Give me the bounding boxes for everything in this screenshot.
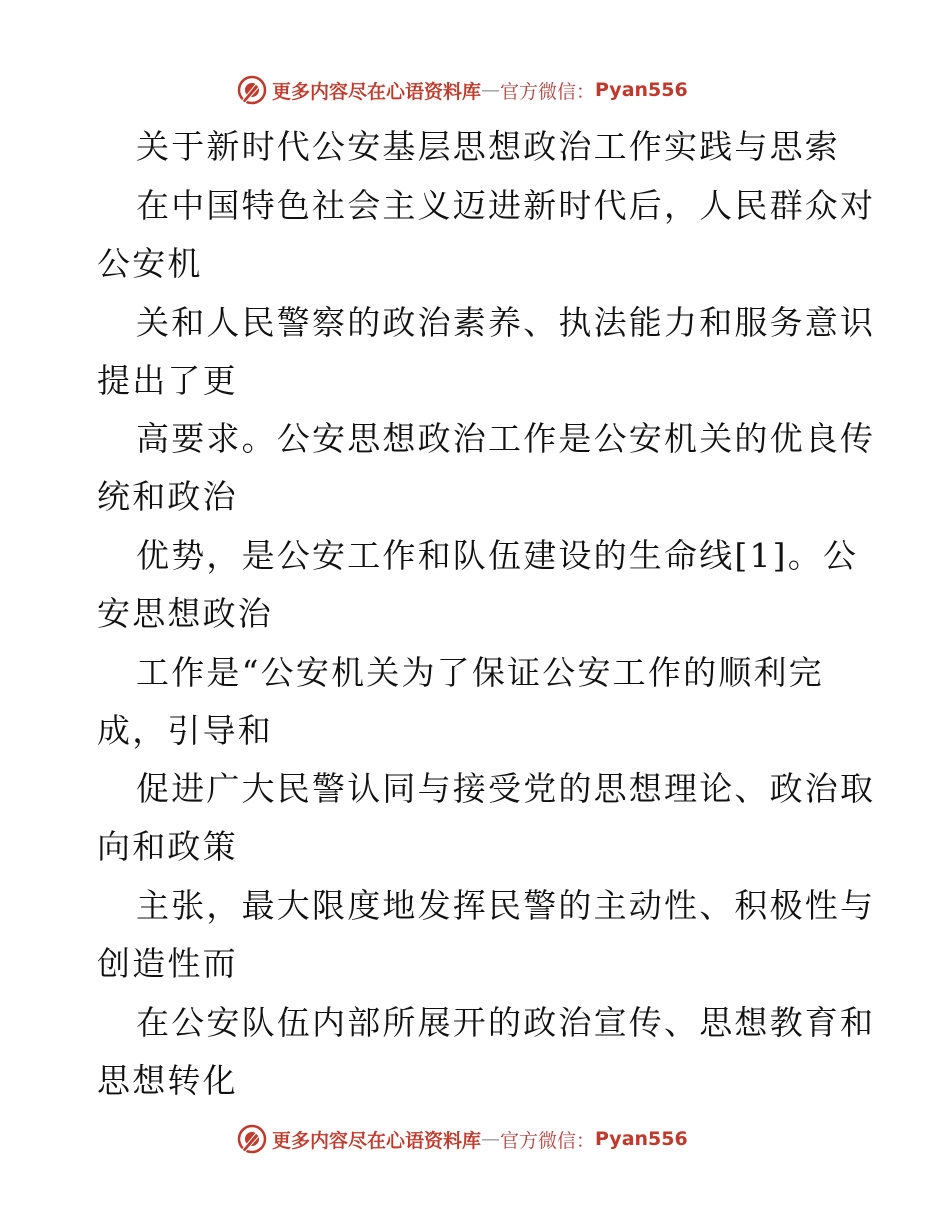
pen-logo-icon bbox=[236, 74, 268, 106]
text-line: 成，引导和 bbox=[97, 711, 273, 750]
text-line: 高要求。公安思想政治工作是公安机关的优良传 bbox=[136, 419, 876, 458]
watermark-wechat-label: 官方微信： bbox=[500, 1129, 596, 1152]
text-line: 在公安队伍内部所展开的政治宣传、思想教育和 bbox=[136, 1003, 876, 1042]
text-line: 工作是“公安机关为了保证公安工作的顺利完 bbox=[136, 653, 824, 692]
text-line: 在中国特色社会主义迈进新时代后，人民群众对 bbox=[136, 186, 876, 225]
watermark-wechat-id: Pyan556 bbox=[595, 79, 688, 101]
text-line: 创造性而 bbox=[97, 944, 238, 983]
pen-logo-icon bbox=[236, 1123, 268, 1155]
text-line: 主张，最大限度地发挥民警的主动性、积极性与 bbox=[136, 886, 876, 925]
text-line: 关和人民警察的政治素养、执法能力和服务意识 bbox=[136, 303, 876, 342]
text-line: 促进广大民警认同与接受党的思想理论、政治取 bbox=[136, 769, 876, 808]
text-line: 安思想政治 bbox=[97, 594, 273, 633]
footer-watermark bbox=[236, 1122, 716, 1156]
document-title: 关于新时代公安基层思想政治工作实践与思索 bbox=[136, 127, 840, 166]
text-line: 思想转化 bbox=[97, 1061, 238, 1100]
text-line: 提出了更 bbox=[97, 361, 238, 400]
header-watermark bbox=[236, 73, 716, 107]
text-line: 优势，是公安工作和队伍建设的生命线[1]。公 bbox=[136, 536, 859, 575]
watermark-separator: — bbox=[481, 79, 501, 101]
watermark-separator: — bbox=[481, 1128, 501, 1150]
watermark-site-text: 更多内容尽在心语资料库 bbox=[272, 1129, 482, 1152]
watermark-site-text: 更多内容尽在心语资料库 bbox=[272, 80, 482, 103]
watermark-wechat-id: Pyan556 bbox=[595, 1128, 688, 1150]
text-line: 统和政治 bbox=[97, 477, 238, 516]
watermark-wechat-label: 官方微信： bbox=[500, 80, 596, 103]
text-line: 公安机 bbox=[97, 244, 203, 283]
text-line: 向和政策 bbox=[97, 827, 238, 866]
